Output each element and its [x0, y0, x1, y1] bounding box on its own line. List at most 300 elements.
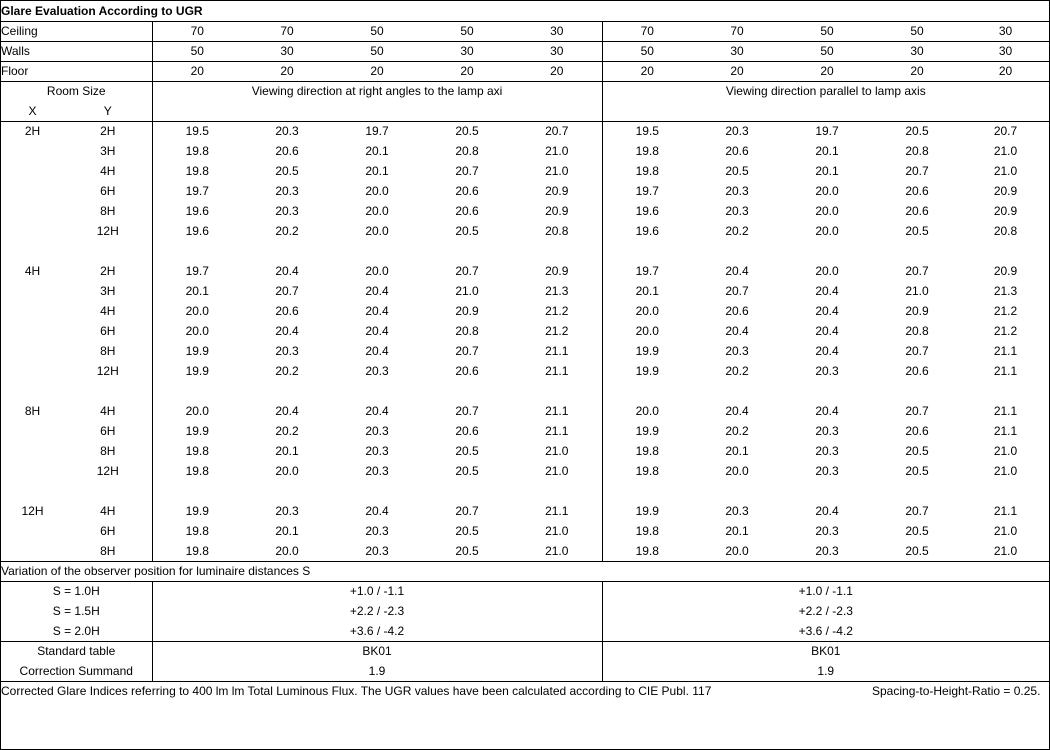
ugr-value: 21.1: [993, 504, 1018, 518]
ugr-value: 20.7: [905, 404, 929, 418]
group-separator: [1, 241, 1049, 261]
ugr-value: 19.8: [635, 464, 659, 478]
ugr-value: 19.8: [185, 444, 209, 458]
ugr-value: 19.9: [185, 424, 209, 438]
ugr-value: 20.7: [275, 284, 299, 298]
walls-value: 50: [602, 41, 692, 61]
ugr-value: 20.3: [782, 541, 872, 561]
y-label: 6H: [64, 521, 152, 541]
ugr-value: 20.3: [365, 464, 389, 478]
ugr-value: 20.7: [725, 284, 749, 298]
ugr-value: 20.0: [725, 464, 749, 478]
ugr-value: 20.4: [275, 404, 299, 418]
ugr-value: 20.2: [725, 224, 749, 238]
x-label: 4H: [24, 264, 41, 278]
ugr-value: 20.4: [815, 344, 839, 358]
floor-value: 20: [422, 61, 512, 81]
group-separator: [1, 381, 1049, 401]
ugr-value: 20.8: [993, 224, 1018, 238]
walls-value: 50: [782, 41, 872, 61]
walls-value: 30: [692, 41, 782, 61]
ugr-value: 20.5: [905, 224, 929, 238]
floor-value: 20: [962, 61, 1049, 81]
ugr-value: 19.6: [635, 204, 659, 218]
data-row: [1, 261, 1049, 281]
y-label: 6H: [64, 421, 152, 441]
ugr-value: 19.9: [635, 364, 659, 378]
ugr-value: 19.5: [635, 124, 659, 139]
ceiling-value: 70: [242, 21, 332, 41]
data-row: [1, 201, 1049, 221]
ugr-value: 20.7: [905, 504, 929, 518]
ugr-value: 20.1: [275, 524, 299, 538]
ugr-value: 20.4: [275, 264, 299, 278]
ugr-value: 21.3: [993, 284, 1018, 298]
ugr-value: 20.7: [455, 504, 479, 518]
ugr-value: 19.8: [602, 541, 692, 561]
ugr-value: 20.9: [512, 181, 602, 201]
ugr-value: 21.1: [512, 421, 602, 441]
ugr-value: 21.1: [993, 424, 1018, 438]
ugr-value: 20.8: [905, 324, 929, 338]
ugr-value: 20.9: [905, 304, 929, 318]
ugr-value: 19.7: [635, 184, 659, 198]
ugr-value: 20.6: [905, 204, 929, 218]
header-room-size-row: [1, 81, 1049, 101]
header-direction-perpendicular: Viewing direction at right angles to the lamp axi: [152, 81, 602, 101]
ugr-value: 20.0: [692, 541, 782, 561]
data-row: [1, 401, 1049, 421]
data-row: [1, 321, 1049, 341]
ceiling-value: 50: [332, 21, 422, 41]
variation-caption-row: [1, 561, 1049, 581]
walls-value: 30: [422, 41, 512, 61]
y-label: 8H: [64, 341, 152, 361]
ceiling-value: 70: [692, 21, 782, 41]
ugr-value: 20.6: [905, 364, 929, 378]
x-label: 2H: [24, 124, 41, 139]
ugr-value: 20.5: [905, 524, 929, 538]
floor-value: 20: [332, 61, 422, 81]
ugr-table: [1, 1, 1049, 701]
ugr-value: 19.5: [185, 124, 209, 139]
ugr-value: 20.5: [455, 524, 479, 538]
ugr-value: 21.0: [993, 524, 1018, 538]
ugr-value: 20.5: [455, 224, 479, 238]
ugr-value: 20.0: [635, 404, 659, 418]
ugr-value: 20.3: [815, 364, 839, 378]
ugr-value: 20.6: [275, 144, 299, 158]
ugr-value: 21.0: [905, 284, 929, 298]
ugr-value: 20.1: [815, 144, 839, 158]
ugr-value: 20.1: [815, 164, 839, 178]
ugr-value: 20.3: [275, 504, 299, 518]
ugr-value: 21.0: [512, 521, 602, 541]
ugr-value: 20.5: [905, 124, 929, 139]
ugr-value: 20.4: [815, 404, 839, 418]
floor-value: 20: [782, 61, 872, 81]
ugr-value: 20.3: [725, 204, 749, 218]
floor-value: 20: [242, 61, 332, 81]
header-direction-parallel: Viewing direction parallel to lamp axis: [725, 84, 926, 99]
ugr-value: 19.9: [635, 424, 659, 438]
variation-row: [1, 621, 1049, 641]
ugr-value: 21.0: [512, 541, 602, 561]
ugr-value: 21.0: [993, 464, 1018, 478]
ugr-value: 20.3: [365, 524, 389, 538]
floor-value: 20: [512, 61, 602, 81]
variation-row: [1, 581, 1049, 601]
ugr-value: 20.4: [365, 304, 389, 318]
ugr-value: 20.4: [725, 404, 749, 418]
walls-value: 50: [332, 41, 422, 61]
y-label: 4H: [64, 161, 152, 181]
ceiling-value: 50: [422, 21, 512, 41]
ugr-value: 19.8: [635, 444, 659, 458]
y-label: 3H: [64, 141, 152, 161]
variation-perp: +2.2 / -2.3: [152, 601, 602, 621]
ugr-value: 20.6: [455, 424, 479, 438]
data-row: [1, 221, 1049, 241]
ugr-value: 20.5: [422, 541, 512, 561]
ugr-value: 20.1: [725, 524, 749, 538]
data-row: [1, 541, 1049, 561]
variation-label: S = 2.0H: [1, 621, 152, 641]
data-row: [1, 181, 1049, 201]
ugr-value: 20.0: [815, 264, 839, 278]
walls-value: 30: [962, 41, 1049, 61]
walls-value: 30: [872, 41, 962, 61]
ugr-value: 20.4: [815, 304, 839, 318]
data-row: [1, 341, 1049, 361]
correction-summand-row: [1, 661, 1049, 681]
ugr-value: 20.9: [993, 184, 1018, 198]
ugr-value: 20.8: [905, 144, 929, 158]
ugr-value: 21.0: [993, 144, 1018, 158]
ugr-value: 21.1: [993, 344, 1018, 358]
y-label: 4H: [64, 301, 152, 321]
floor-value: 20: [692, 61, 782, 81]
ugr-value: 20.9: [993, 204, 1018, 218]
y-label: 2H: [64, 261, 152, 281]
header-spacer-perp: [152, 101, 602, 121]
ugr-value: 20.7: [455, 164, 479, 178]
ugr-value: 20.6: [275, 304, 299, 318]
ugr-value: 20.0: [275, 464, 299, 478]
x-label: 12H: [21, 504, 44, 518]
y-label: 12H: [64, 361, 152, 381]
ugr-value: 21.0: [962, 541, 1049, 561]
ugr-value: 19.8: [635, 524, 659, 538]
data-row: [1, 521, 1049, 541]
ugr-value: 20.7: [455, 344, 479, 358]
ugr-value: 20.0: [242, 541, 332, 561]
ugr-value: 20.7: [512, 121, 602, 141]
ugr-value: 21.1: [993, 404, 1018, 418]
ugr-value: 20.4: [365, 324, 389, 338]
ceiling-value: 30: [962, 21, 1049, 41]
ugr-value: 20.2: [275, 224, 299, 238]
ugr-value: 21.0: [512, 161, 602, 181]
ugr-value: 20.2: [275, 364, 299, 378]
ugr-value: 19.8: [635, 144, 659, 158]
ugr-value: 20.1: [275, 444, 299, 458]
ugr-value: 21.0: [993, 164, 1018, 178]
ugr-value: 20.7: [993, 124, 1018, 139]
header-xy-row: [1, 101, 1049, 121]
ugr-value: 20.6: [905, 424, 929, 438]
ugr-value: 20.4: [365, 504, 389, 518]
ugr-value: 20.7: [455, 264, 479, 278]
ugr-value: 19.8: [185, 144, 209, 158]
ugr-value: 20.6: [455, 184, 479, 198]
ugr-value: 20.5: [455, 444, 479, 458]
ugr-value: 21.1: [512, 341, 602, 361]
ugr-value: 19.8: [185, 164, 209, 178]
ugr-value: 20.3: [275, 204, 299, 218]
ugr-value: 20.8: [512, 221, 602, 241]
y-label: 8H: [64, 441, 152, 461]
row-label-floor: Floor: [1, 61, 152, 81]
ugr-value: 20.2: [725, 424, 749, 438]
ugr-value: 20.2: [725, 364, 749, 378]
floor-value: 20: [152, 61, 242, 81]
ugr-value: 20.3: [815, 524, 839, 538]
ugr-value: 20.7: [905, 164, 929, 178]
data-row: [1, 121, 1049, 141]
ugr-value: 20.1: [365, 144, 389, 158]
walls-value: 30: [512, 41, 602, 61]
ceiling-value: 50: [782, 21, 872, 41]
ugr-value: 20.8: [455, 324, 479, 338]
ugr-value: 20.1: [725, 444, 749, 458]
header-spacer-par: [602, 101, 1049, 121]
footer-note: Corrected Glare Indices referring to 400 lm lm Total Luminous Flux. The UGR values have been calculated according to CIE Publ. 117: [1, 684, 712, 699]
ugr-value: 19.9: [185, 344, 209, 358]
correction-label: Correction Summand: [1, 661, 152, 681]
standard-table-row: [1, 641, 1049, 661]
ugr-value: 20.0: [365, 224, 389, 238]
y-label: 2H: [64, 121, 152, 141]
group-separator: [1, 481, 1049, 501]
ugr-value: 20.0: [365, 264, 389, 278]
ugr-value: 19.7: [185, 264, 209, 278]
ugr-value: 20.4: [815, 324, 839, 338]
ugr-value: 19.6: [185, 204, 209, 218]
footer-ratio: Spacing-to-Height-Ratio = 0.25.: [872, 684, 1041, 699]
ugr-value: 20.5: [275, 164, 299, 178]
variation-label: S = 1.5H: [1, 601, 152, 621]
y-label: 8H: [64, 541, 152, 561]
ugr-value: 20.4: [815, 504, 839, 518]
ugr-value: 20.5: [905, 464, 929, 478]
ugr-value: 21.1: [512, 361, 602, 381]
correction-par: 1.9: [602, 661, 1049, 681]
ugr-value: 19.8: [185, 524, 209, 538]
page-title: Glare Evaluation According to UGR: [1, 1, 1049, 21]
floor-value: 20: [602, 61, 692, 81]
y-label: 3H: [64, 281, 152, 301]
ugr-value: 19.7: [365, 124, 389, 139]
ugr-value: 20.0: [815, 224, 839, 238]
ugr-value: 21.2: [993, 324, 1018, 338]
ugr-value: 19.8: [635, 164, 659, 178]
ugr-value: 20.3: [815, 424, 839, 438]
table-row-floor: [1, 61, 1049, 81]
walls-value: 50: [152, 41, 242, 61]
ugr-value: 20.9: [993, 264, 1018, 278]
title-row: [1, 1, 1049, 21]
variation-label: S = 1.0H: [1, 581, 152, 601]
ugr-value: 20.3: [365, 424, 389, 438]
ugr-value: 20.3: [725, 344, 749, 358]
ugr-value: 20.9: [455, 304, 479, 318]
data-row: [1, 281, 1049, 301]
ugr-value: 20.9: [512, 201, 602, 221]
ugr-value: 20.1: [635, 284, 659, 298]
ugr-value: 21.3: [512, 281, 602, 301]
data-row: [1, 361, 1049, 381]
data-row: [1, 441, 1049, 461]
ugr-value: 20.5: [455, 464, 479, 478]
ugr-value: 20.6: [455, 364, 479, 378]
ugr-value: 20.7: [905, 344, 929, 358]
ugr-value: 20.0: [635, 304, 659, 318]
ceiling-value: 30: [512, 21, 602, 41]
y-label: 4H: [64, 401, 152, 421]
ugr-value: 20.3: [275, 184, 299, 198]
ugr-value: 21.2: [512, 301, 602, 321]
variation-perp: +1.0 / -1.1: [152, 581, 602, 601]
ugr-value: 20.8: [455, 144, 479, 158]
ugr-value: 20.0: [185, 404, 209, 418]
ugr-value: 20.9: [512, 261, 602, 281]
ugr-value: 19.6: [185, 224, 209, 238]
x-label: 8H: [24, 404, 41, 418]
data-row: [1, 501, 1049, 521]
ugr-value: 20.3: [725, 124, 749, 139]
ugr-value: 21.0: [512, 141, 602, 161]
correction-perp: 1.9: [152, 661, 602, 681]
ugr-value: 19.7: [185, 184, 209, 198]
variation-par: +2.2 / -2.3: [798, 604, 853, 618]
ugr-value: 20.4: [365, 404, 389, 418]
ugr-value: 20.0: [365, 184, 389, 198]
ugr-value: 19.9: [185, 504, 209, 518]
ugr-value: 20.4: [275, 324, 299, 338]
standard-table-par: BK01: [811, 644, 841, 659]
ugr-value: 20.5: [725, 164, 749, 178]
y-label: 8H: [64, 201, 152, 221]
data-row: [1, 461, 1049, 481]
ugr-value: 21.1: [993, 364, 1018, 378]
data-row: [1, 161, 1049, 181]
ugr-value: 20.0: [635, 324, 659, 338]
ugr-value: 21.0: [993, 444, 1018, 458]
ugr-value: 20.4: [725, 264, 749, 278]
ugr-value: 20.0: [815, 204, 839, 218]
variation-par: +1.0 / -1.1: [798, 584, 853, 599]
ugr-value: 20.4: [725, 324, 749, 338]
ugr-value: 20.0: [815, 184, 839, 198]
ugr-value: 20.6: [725, 304, 749, 318]
ugr-value: 20.1: [185, 284, 209, 298]
ugr-value: 20.4: [365, 284, 389, 298]
ugr-value: 21.2: [993, 304, 1018, 318]
ugr-value: 20.5: [905, 444, 929, 458]
row-label-ceiling: Ceiling: [1, 21, 152, 41]
ugr-value: 20.5: [455, 124, 479, 139]
ugr-value: 20.0: [365, 204, 389, 218]
ceiling-value: 70: [152, 21, 242, 41]
footer-row: [1, 681, 1049, 701]
data-row: [1, 301, 1049, 321]
ugr-value: 20.3: [815, 464, 839, 478]
data-row: [1, 421, 1049, 441]
ugr-value: 19.9: [635, 344, 659, 358]
y-label: 12H: [64, 461, 152, 481]
ugr-value: 21.1: [512, 501, 602, 521]
ugr-value: 20.0: [185, 324, 209, 338]
ugr-value: 20.7: [905, 264, 929, 278]
ceiling-value: 50: [872, 21, 962, 41]
ugr-value: 19.9: [635, 504, 659, 518]
standard-table-perp: BK01: [152, 641, 602, 661]
ugr-value: 21.0: [512, 441, 602, 461]
ugr-value: 20.3: [332, 541, 422, 561]
ugr-value: 19.8: [185, 464, 209, 478]
ugr-value: 19.7: [635, 264, 659, 278]
variation-caption: Variation of the observer position for luminaire distances S: [1, 561, 1049, 581]
ugr-value: 20.4: [815, 284, 839, 298]
standard-table-label: Standard table: [1, 641, 152, 661]
ugr-value: 20.6: [725, 144, 749, 158]
ceiling-value: 70: [602, 21, 692, 41]
y-label: 6H: [64, 181, 152, 201]
ugr-value: 20.2: [275, 424, 299, 438]
y-label: 6H: [64, 321, 152, 341]
y-label: 12H: [64, 221, 152, 241]
ugr-value: 20.1: [365, 164, 389, 178]
ugr-value: 20.3: [275, 124, 299, 139]
data-row: [1, 141, 1049, 161]
ugr-value: 20.5: [872, 541, 962, 561]
variation-perp: +3.6 / -4.2: [152, 621, 602, 641]
row-label-walls: Walls: [1, 41, 152, 61]
variation-par: +3.6 / -4.2: [602, 621, 1049, 641]
ugr-value: 19.7: [815, 124, 839, 139]
ugr-value: 20.3: [725, 184, 749, 198]
header-y: Y: [64, 101, 152, 121]
ugr-value: 20.3: [365, 364, 389, 378]
ugr-value: 20.0: [185, 304, 209, 318]
header-x: X: [1, 101, 64, 121]
table-row-walls: [1, 41, 1049, 61]
ugr-value: 20.3: [275, 344, 299, 358]
ugr-value: 21.0: [455, 284, 479, 298]
ugr-value: 19.6: [635, 224, 659, 238]
ugr-value: 21.2: [512, 321, 602, 341]
floor-value: 20: [872, 61, 962, 81]
ugr-value: 20.3: [365, 444, 389, 458]
ugr-value: 21.1: [512, 401, 602, 421]
table-row-ceiling: [1, 21, 1049, 41]
ugr-value: 19.9: [185, 364, 209, 378]
ugr-value: 20.3: [815, 444, 839, 458]
ugr-value: 20.7: [455, 404, 479, 418]
header-room-size: Room Size: [1, 81, 152, 101]
ugr-value: 20.6: [455, 204, 479, 218]
